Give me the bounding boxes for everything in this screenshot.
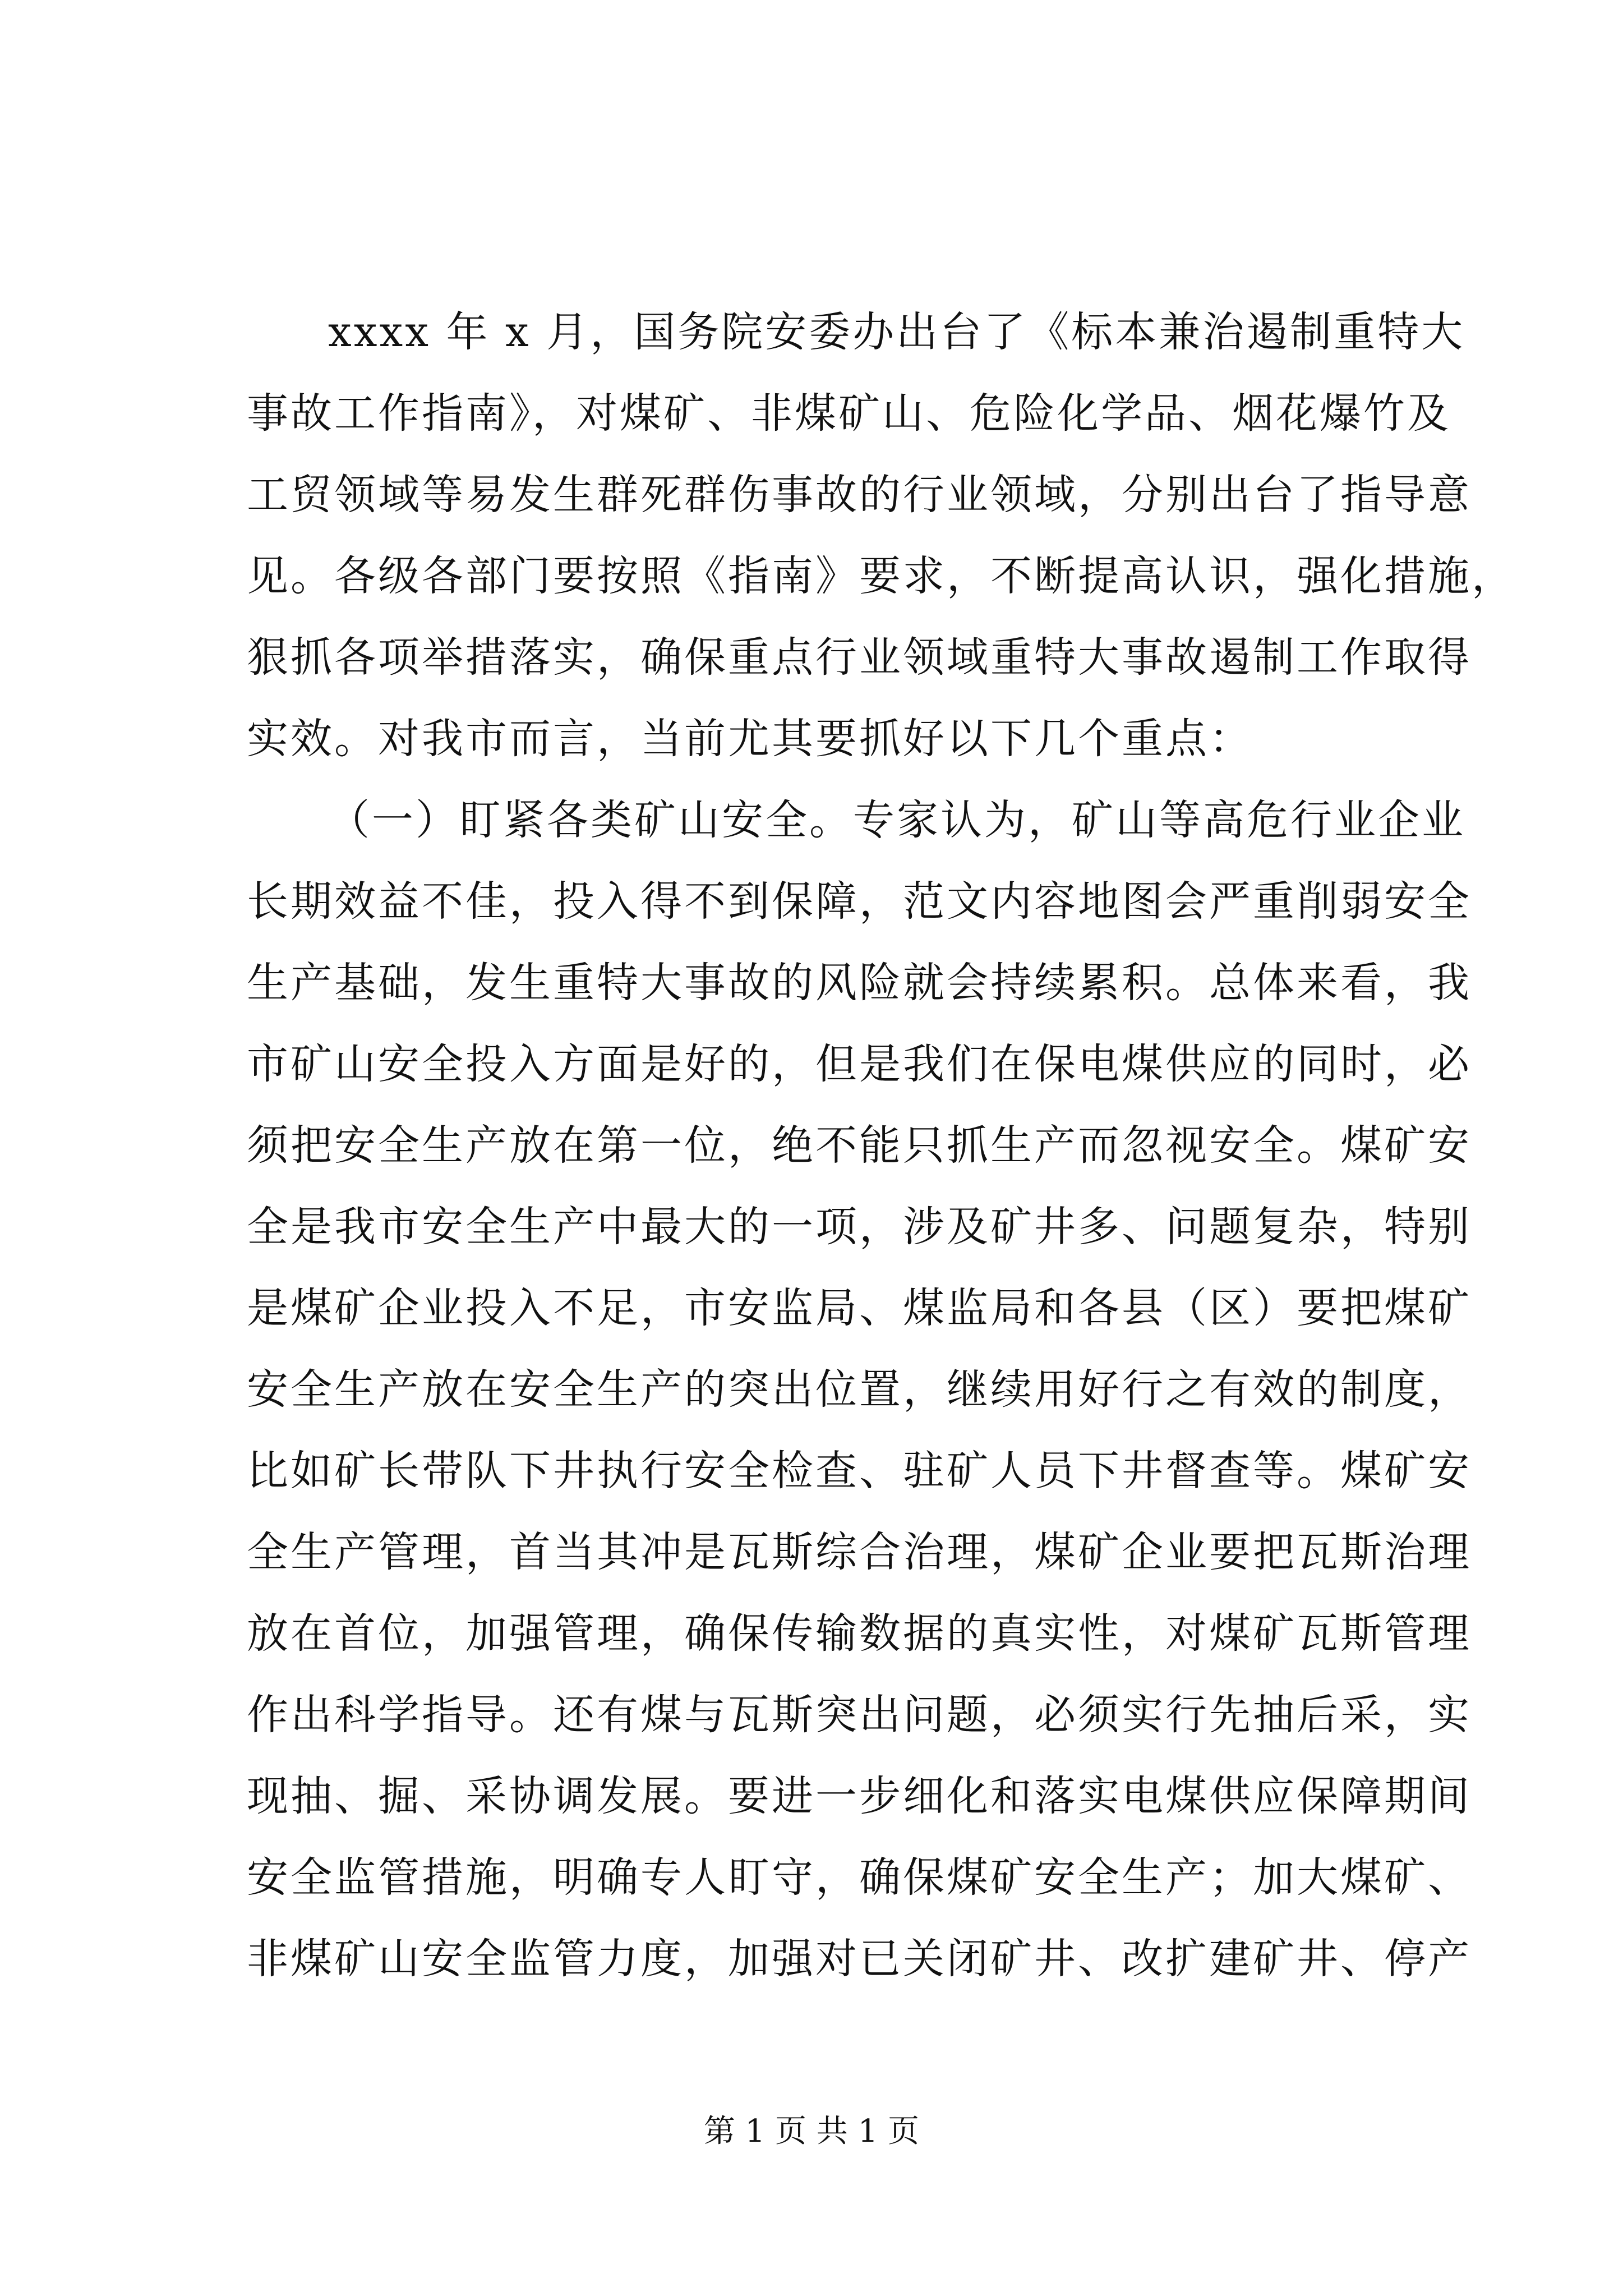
paragraph-2-line: 是煤矿企业投入不足，市安监局、煤监局和各县（区）要把煤矿 <box>247 1284 1472 1332</box>
paragraph-2-line: 全生产管理，首当其冲是瓦斯综合治理，煤矿企业要把瓦斯治理 <box>247 1528 1472 1576</box>
paragraph-1-line: 狠抓各项举措落实，确保重点行业领域重特大事故遏制工作取得 <box>247 633 1472 682</box>
paragraph-2-line: 安全生产放在安全生产的突出位置，继续用好行之有效的制度， <box>247 1365 1472 1414</box>
paragraph-2-line: （一）盯紧各类矿山安全。专家认为，矿山等高危行业企业 <box>328 796 1465 844</box>
paragraph-2-line: 安全监管措施，明确专人盯守，确保煤矿安全生产；加大煤矿、 <box>247 1853 1472 1902</box>
paragraph-2-line: 非煤矿山安全监管力度，加强对已关闭矿井、改扩建矿井、停产 <box>247 1935 1472 1983</box>
page-number-footer: 第 1 页 共 1 页 <box>703 2113 920 2150</box>
paragraph-2-line: 现抽、掘、采协调发展。要进一步细化和落实电煤供应保障期间 <box>247 1772 1472 1820</box>
paragraph-2-line: 须把安全生产放在第一位，绝不能只抓生产而忽视安全。煤矿安 <box>247 1121 1472 1170</box>
paragraph-2-line: 比如矿长带队下井执行安全检查、驻矿人员下井督查等。煤矿安 <box>247 1447 1472 1495</box>
paragraph-2-line: 生产基础，发生重特大事故的风险就会持续累积。总体来看，我 <box>247 959 1472 1007</box>
paragraph-2-line: 放在首位，加强管理，确保传输数据的真实性，对煤矿瓦斯管理 <box>247 1609 1472 1658</box>
paragraph-2-line: 长期效益不佳，投入得不到保障，范文内容地图会严重削弱安全 <box>247 877 1472 926</box>
paragraph-1-line: 工贸领域等易发生群死群伤事故的行业领域，分别出台了指导意 <box>247 471 1472 519</box>
paragraph-1-line: xxxx 年 x 月，国务院安委办出台了《标本兼治遏制重特大 <box>328 308 1465 356</box>
paragraph-2-line: 市矿山安全投入方面是好的，但是我们在保电煤供应的同时，必 <box>247 1040 1472 1088</box>
paragraph-1-line: 事故工作指南》，对煤矿、非煤矿山、危险化学品、烟花爆竹及 <box>247 389 1451 438</box>
body-text <box>247 292 1515 2000</box>
paragraph-1-line: 见。各级各部门要按照《指南》要求，不断提高认识，强化措施， <box>247 552 1515 600</box>
paragraph-2-line: 全是我市安全生产中最大的一项，涉及矿井多、问题复杂，特别 <box>247 1203 1472 1251</box>
paragraph-1-line: 实效。对我市而言，当前尤其要抓好以下几个重点： <box>247 715 1253 763</box>
paragraph-2-line: 作出科学指导。还有煤与瓦斯突出问题，必须实行先抽后采，实 <box>247 1691 1472 1739</box>
